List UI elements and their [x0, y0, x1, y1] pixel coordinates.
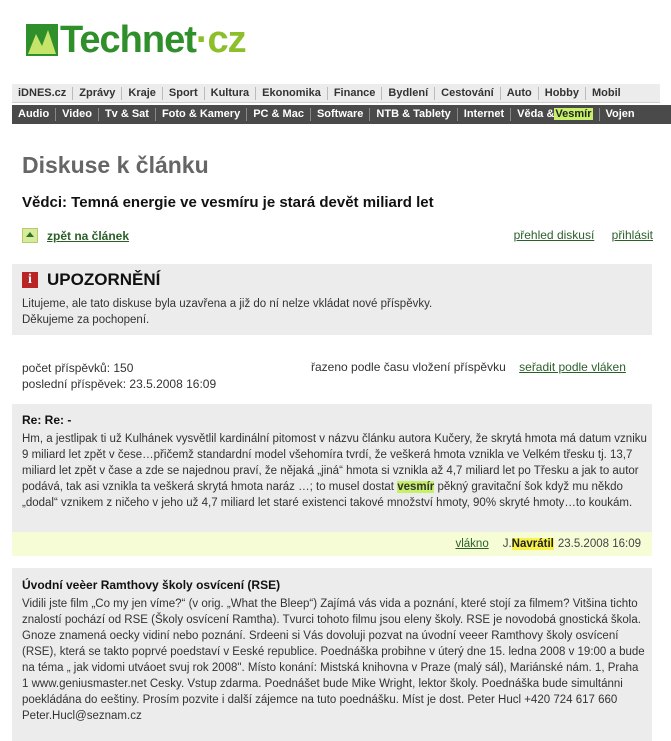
subnav-item-veda-vesmir[interactable] [510, 108, 598, 121]
secondary-nav [12, 105, 671, 124]
post-count: počet příspěvků: 150 [22, 361, 134, 375]
last-post: poslední příspěvek: 23.5.2008 16:09 [22, 377, 217, 391]
nav-item-kraje[interactable]: Kraje [121, 87, 162, 100]
back-to-article-label: zpět na článek [47, 228, 130, 243]
nav-item-bydleni[interactable]: Bydlení [381, 87, 434, 100]
subnav-item-internet[interactable]: Internet [457, 108, 510, 121]
nav-item-ekonomika[interactable]: Ekonomika [255, 87, 327, 100]
thread-link[interactable]: vlákno [455, 538, 489, 550]
author-name: Navrátil [511, 538, 554, 550]
subnav-item-ntb[interactable]: NTB & Tablety [369, 108, 456, 121]
post-title: Re: Re: - [22, 413, 72, 427]
top-links [500, 228, 653, 242]
page-title: Diskuse k článku [22, 152, 209, 178]
nav-item-auto[interactable]: Auto [500, 87, 538, 100]
subnav-item-audio[interactable]: Audio [18, 108, 50, 120]
subnav-item-video[interactable]: Video [55, 108, 98, 121]
subnav-label-vesmir: Vesmír [555, 108, 592, 120]
nav-item-mobil[interactable]: Mobil [585, 87, 627, 100]
post-body: Vidili jste film „Co my jen víme?“ (v orig. „What the Bleep“) Zajímá vás vida a poznání, které stojí za filmem? Vitšina tichto znalostí pochází od RSE (Školy osvícení Ramtha). Tvurci tohoto filmu jsou eleny školy. RSE je novodobá gnostická škola. Gnoze znamená oecky vidiní nebo poznání. Srdeeni si Vás dovoluji pozvat na úvodní veeer Ramthovy školy osvícení (RSE), která se takto poprvé poedstaví v Eeské republice. Poednáška probihne v úterý dne 15. ledna 2008 v 19:00 a bude na téma „ jak vidomi utváoet svuj rok 2008". Místo konání: Mistská knihovna v Praze (malý sál), Mariánské nám. 1, Praha 1 www.geniusmaster.net Cesky. Vstup zdarma. Poednášet bude Mike Wright, lektor školy. Poednáška bude simultánni poekládána do eeštiny. Prosím pozvite i další zájemce na tuto poednášku. Míst je dost. Peter Hucl +420 724 617 660 Peter.Hucl@seznam.cz [22, 598, 645, 722]
subnav-item-vojenstvi[interactable]: Vojen [599, 108, 641, 121]
subnav-item-foto[interactable]: Foto & Kamery [155, 108, 246, 121]
keyword-highlight: vesmír [397, 481, 435, 493]
nav-item-idnes[interactable]: iDNES.cz [18, 86, 67, 99]
sort-by-thread-link[interactable]: seřadit podle vláken [519, 360, 626, 374]
warning-box [12, 264, 652, 335]
discussion-post [12, 404, 652, 556]
subnav-item-tv-sat[interactable]: Tv & Sat [98, 108, 155, 121]
discussion-post [12, 568, 652, 741]
subnav-item-pc-mac[interactable]: PC & Mac [246, 108, 310, 121]
nav-item-cestovani[interactable]: Cestování [434, 87, 500, 100]
warning-message [22, 296, 432, 328]
primary-nav [12, 84, 660, 103]
warning-line-1: Litujeme, ale tato diskuse byla uzavřena a již do ní nelze vkládat nové příspěvky. [22, 298, 433, 310]
technet-logo[interactable] [26, 20, 246, 60]
post-author: J.Navrátil [502, 538, 554, 550]
post-footer [12, 532, 652, 556]
nav-item-kultura[interactable]: Kultura [204, 87, 256, 100]
nav-item-sport[interactable]: Sport [162, 87, 204, 100]
subnav-item-software[interactable]: Software [310, 108, 369, 121]
warning-title: UPOZORNĚNÍ [47, 270, 161, 289]
login-link[interactable]: přihlásit [611, 228, 653, 242]
info-icon: i [22, 272, 38, 288]
discussion-overview-link[interactable]: přehled diskusí [513, 228, 595, 242]
warning-line-2: Děkujeme za pochopení. [22, 314, 150, 326]
technet-logo-mark [26, 24, 58, 56]
article-title: Vědci: Temná energie ve vesmíru je stará devět miliard let [22, 194, 434, 211]
arrow-up-icon [22, 228, 38, 243]
technet-logo-text: Technet·cz [60, 19, 246, 61]
nav-item-finance[interactable]: Finance [327, 87, 382, 100]
discussion-stats [22, 360, 216, 392]
post-body: Hm, a jestlipak ti už Kulhánek vysvětlil kardinální pitomost v názvu článku autora Kučery, že skrytá hmota má datum vzniku 9 miliard let zpět v čese…přičemž standardní model všehomíra tvrdí, že veškerá hmota vznikla ve Velkém třesku tj. 13,7 miliard let zpět v čase a zde se najednou praví, že nějaká „jiná“ hmota si vznikla až 4,7 miliard let po Třesku a jak to autor podává, tak asi vznikla ta veškerá skrytá hmota naráz …; to musel dostat vesmír pěkný gravitační šok když mu někdo „dodal“ vznikem z ničeho v jeho už 4,7 miliard let staré existenci takové množství hmoty, 90% skryté hmoty…to koukám. [22, 433, 647, 509]
sort-info [311, 360, 626, 374]
subnav-label-veda: Věda & [517, 108, 555, 120]
post-date: 23.5.2008 16:09 [557, 538, 641, 550]
post-title: Úvodní veèer Ramthovy školy osvícení (RSE) [22, 578, 281, 592]
nav-item-zpravy[interactable]: Zprávy [72, 87, 121, 100]
back-to-article-link[interactable] [22, 228, 129, 243]
sort-label: řazeno podle času vložení příspěvku [311, 360, 506, 374]
nav-item-hobby[interactable]: Hobby [538, 87, 585, 100]
